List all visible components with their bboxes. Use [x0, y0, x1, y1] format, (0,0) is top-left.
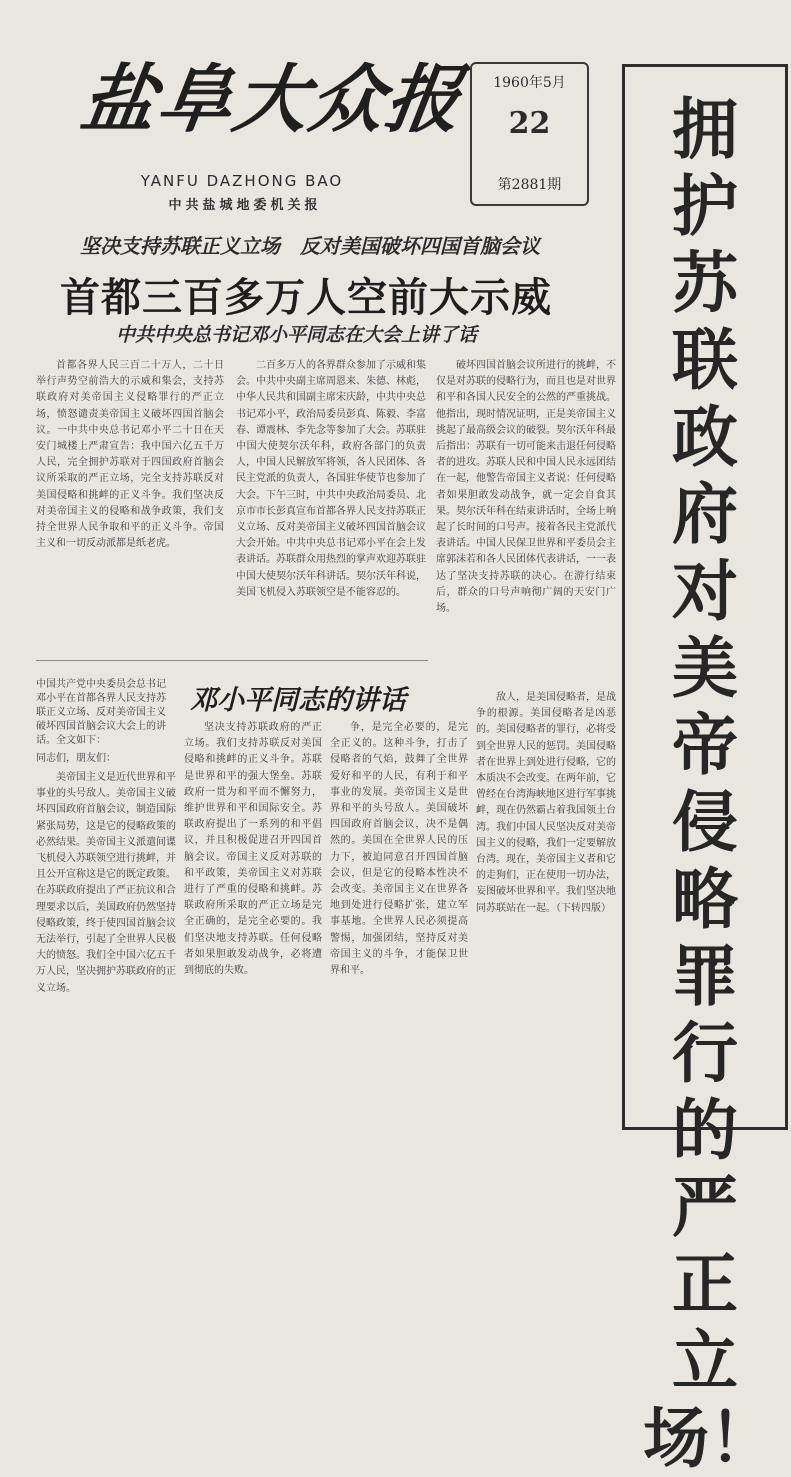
dateline-day: 22 [508, 106, 551, 141]
dateline-year-month: 1960年5月 [493, 75, 566, 91]
speech-column-1 [36, 770, 176, 1138]
speech-paragraph: 美帝国主义是近代世界和平事业的头号敌人。美帝国主义破坏四国政府首脑会议，制造国际紧张局势，这是它的侵略政策的必然结果。美帝国主义派遣间谍飞机侵入苏联领空进行挑衅，并且公开宣称这是它的既定政策。在苏联政府提出了严正抗议和合理要求以后，美国政府仍然坚持侵略政策，终于使四国首脑会议无法举行，引起了全世界人民极大的愤怒。我们全中国六亿五千万人民，坚决拥护苏联政府的正义立场。 [36, 772, 176, 994]
speech-paragraph: 争，是完全必要的，是完全正义的。这种斗争，打击了侵略者的气焰，鼓舞了全世界爱好和平的人民，有利于和平事业的发展。美帝国主义是世界和平的头号敌人。美国破坏四国政府首脑会议，决不是偶然的。美国在全世界人民的压力下，被迫同意召开四国首脑会议，但是它的侵略本性决不会改变。美帝国主义在世界各地到处进行侵略扩张，建立军事基地。全世界人民必须提高警惕，加强团结，坚持反对美帝国主义的斗争，才能保卫世界和平。 [330, 722, 468, 977]
speech-lead: 中国共产党中央委员会总书记邓小平在首都各界人民支持苏联正义立场、反对美帝国主义破坏四国首脑会议大会上的讲话。全文如下： [36, 679, 166, 746]
slogan-banner-text: 拥护苏联政府对美帝侵略罪行的严正立场！ [643, 91, 775, 1477]
article-paragraph: 二百多万人的各界群众参加了示威和集会。中共中央副主席周恩来、朱德、林彪，中华人民共和国副主席宋庆龄，中共中央总书记邓小平，政治局委员彭真、陈毅、李富春、谭震林、李先念等参加了大会。苏联驻中国大使契尔沃年科，政府各部门的负责人，中国人民解放军将领，各人民团体、各民主党派的负责人，各国驻华使节也参加了大会。下午三时，中共中央政治局委员、北京市市长彭真宣布首都各界人民支持苏联正义立场、反对美帝国主义破坏四国首脑会议大会开始。中共中央总书记邓小平在会上发表讲话。苏联群众用热烈的掌声欢迎苏联驻中国大使契尔沃年科讲话。契尔沃年科说，美国飞机侵入苏联领空是不能容忍的。 [236, 360, 426, 598]
article-paragraph: 首都各界人民三百二十万人，二十日举行声势空前浩大的示威和集会，支持苏联政府对美帝国主义侵略罪行的严正立场，愤怒谴责美帝国主义破坏四国首脑会议。一中共中央总书记邓小平二十日在天安门城楼上严肃宣告：我中国六亿五千万人民，完全拥护苏联对于四国政府首脑会议所采取的严正立场，完全支持苏联反对美国侵略和挑衅的正义斗争。我们坚决反对美帝国主义的侵略和战争政策，我们支持全世界人民争取和平的正义斗争。帝国主义和一切反动派都是纸老虎。 [36, 360, 224, 550]
main-headline: 首都三百多万人空前大示威 [60, 274, 552, 321]
article-column-3 [436, 358, 616, 672]
masthead-logo: 盐阜大众报 [75, 57, 469, 143]
article-paragraph: 破坏四国首脑会议所进行的挑衅，不仅是对苏联的侵略行为，而且也是对世界和平和各国人民安全的公然的严重挑战。他指出，现时情况证明，正是美帝国主义挑起了最高级会议的破裂。契尔沃年科最后指出：苏联有一切可能来击退任何侵略者的进攻。苏联人民和中国人民永远团结在一起，他警告帝国主义者说：任何侵略者如果胆敢发动战争，就一定会自食其果。契尔沃年科在结束讲话时，全场上响起了长时间的口号声。接着各民主党派代表讲话。中国人民保卫世界和平委员会主席郭沫若和各人民团体代表讲话，一一表达了坚决支持苏联的决心。在游行结束后，群众的口号声响彻广阔的天安门广场。 [436, 360, 616, 615]
masthead-romanized: YANFU DAZHONG BAO [140, 172, 344, 190]
sub-headline: 中共中央总书记邓小平同志在大会上讲了话 [116, 324, 478, 346]
headline-kicker: 坚决支持苏联正义立场 反对美国破坏四国首脑会议 [80, 234, 540, 258]
section-divider [36, 660, 428, 661]
article-column-1 [36, 358, 224, 640]
speech-salutation: 同志们，朋友们： [36, 753, 116, 764]
speech-column-2 [184, 720, 322, 1138]
slogan-banner [622, 64, 788, 1477]
masthead-subtitle: 中共盐城地委机关报 [168, 198, 322, 213]
speech-column-3 [330, 720, 468, 1138]
article-column-2 [236, 358, 426, 640]
dateline-box [470, 62, 589, 206]
speech-title: 邓小平同志的讲话 [190, 685, 406, 716]
speech-paragraph: 坚决支持苏联政府的严正立场。我们支持苏联反对美国侵略和挑衅的正义斗争。苏联是世界和平的强大堡垒。苏联政府一贯为和平而不懈努力，维护世界和平和国际安全。苏联政府提出了一系列的和平倡议，并且积极促进召开四国首脑会议。帝国主义反对苏联的和平政策，美帝国主义对苏联进行了严重的侵略和挑衅。苏联政府所采取的严正立场是完全正确的，是完全必要的。我们坚决地支持苏联。任何侵略者如果胆敢发动战争，必将遭到彻底的失败。 [184, 722, 322, 977]
speech-column-4 [476, 690, 616, 1134]
speech-paragraph: 敌人，是美国侵略者，是战争的根源。美国侵略者是凶恶的。美国侵略者的罪行，必将受到全世界人民的惩罚。美国侵略者在世界上到处进行侵略，它的本质决不会改变。在两年前，它曾经在台湾海峡地区进行军事挑衅，现在仍然霸占着我国领土台湾。我们中国人民坚决反对美帝国主义的侵略，我们一定要解放台湾。现在，美帝国主义者和它的走狗们，正在使用一切办法，妄图破坏世界和平。我们坚决地同苏联站在一起。（下转四版） [476, 692, 616, 914]
dateline-issue: 第2881期 [497, 177, 562, 193]
